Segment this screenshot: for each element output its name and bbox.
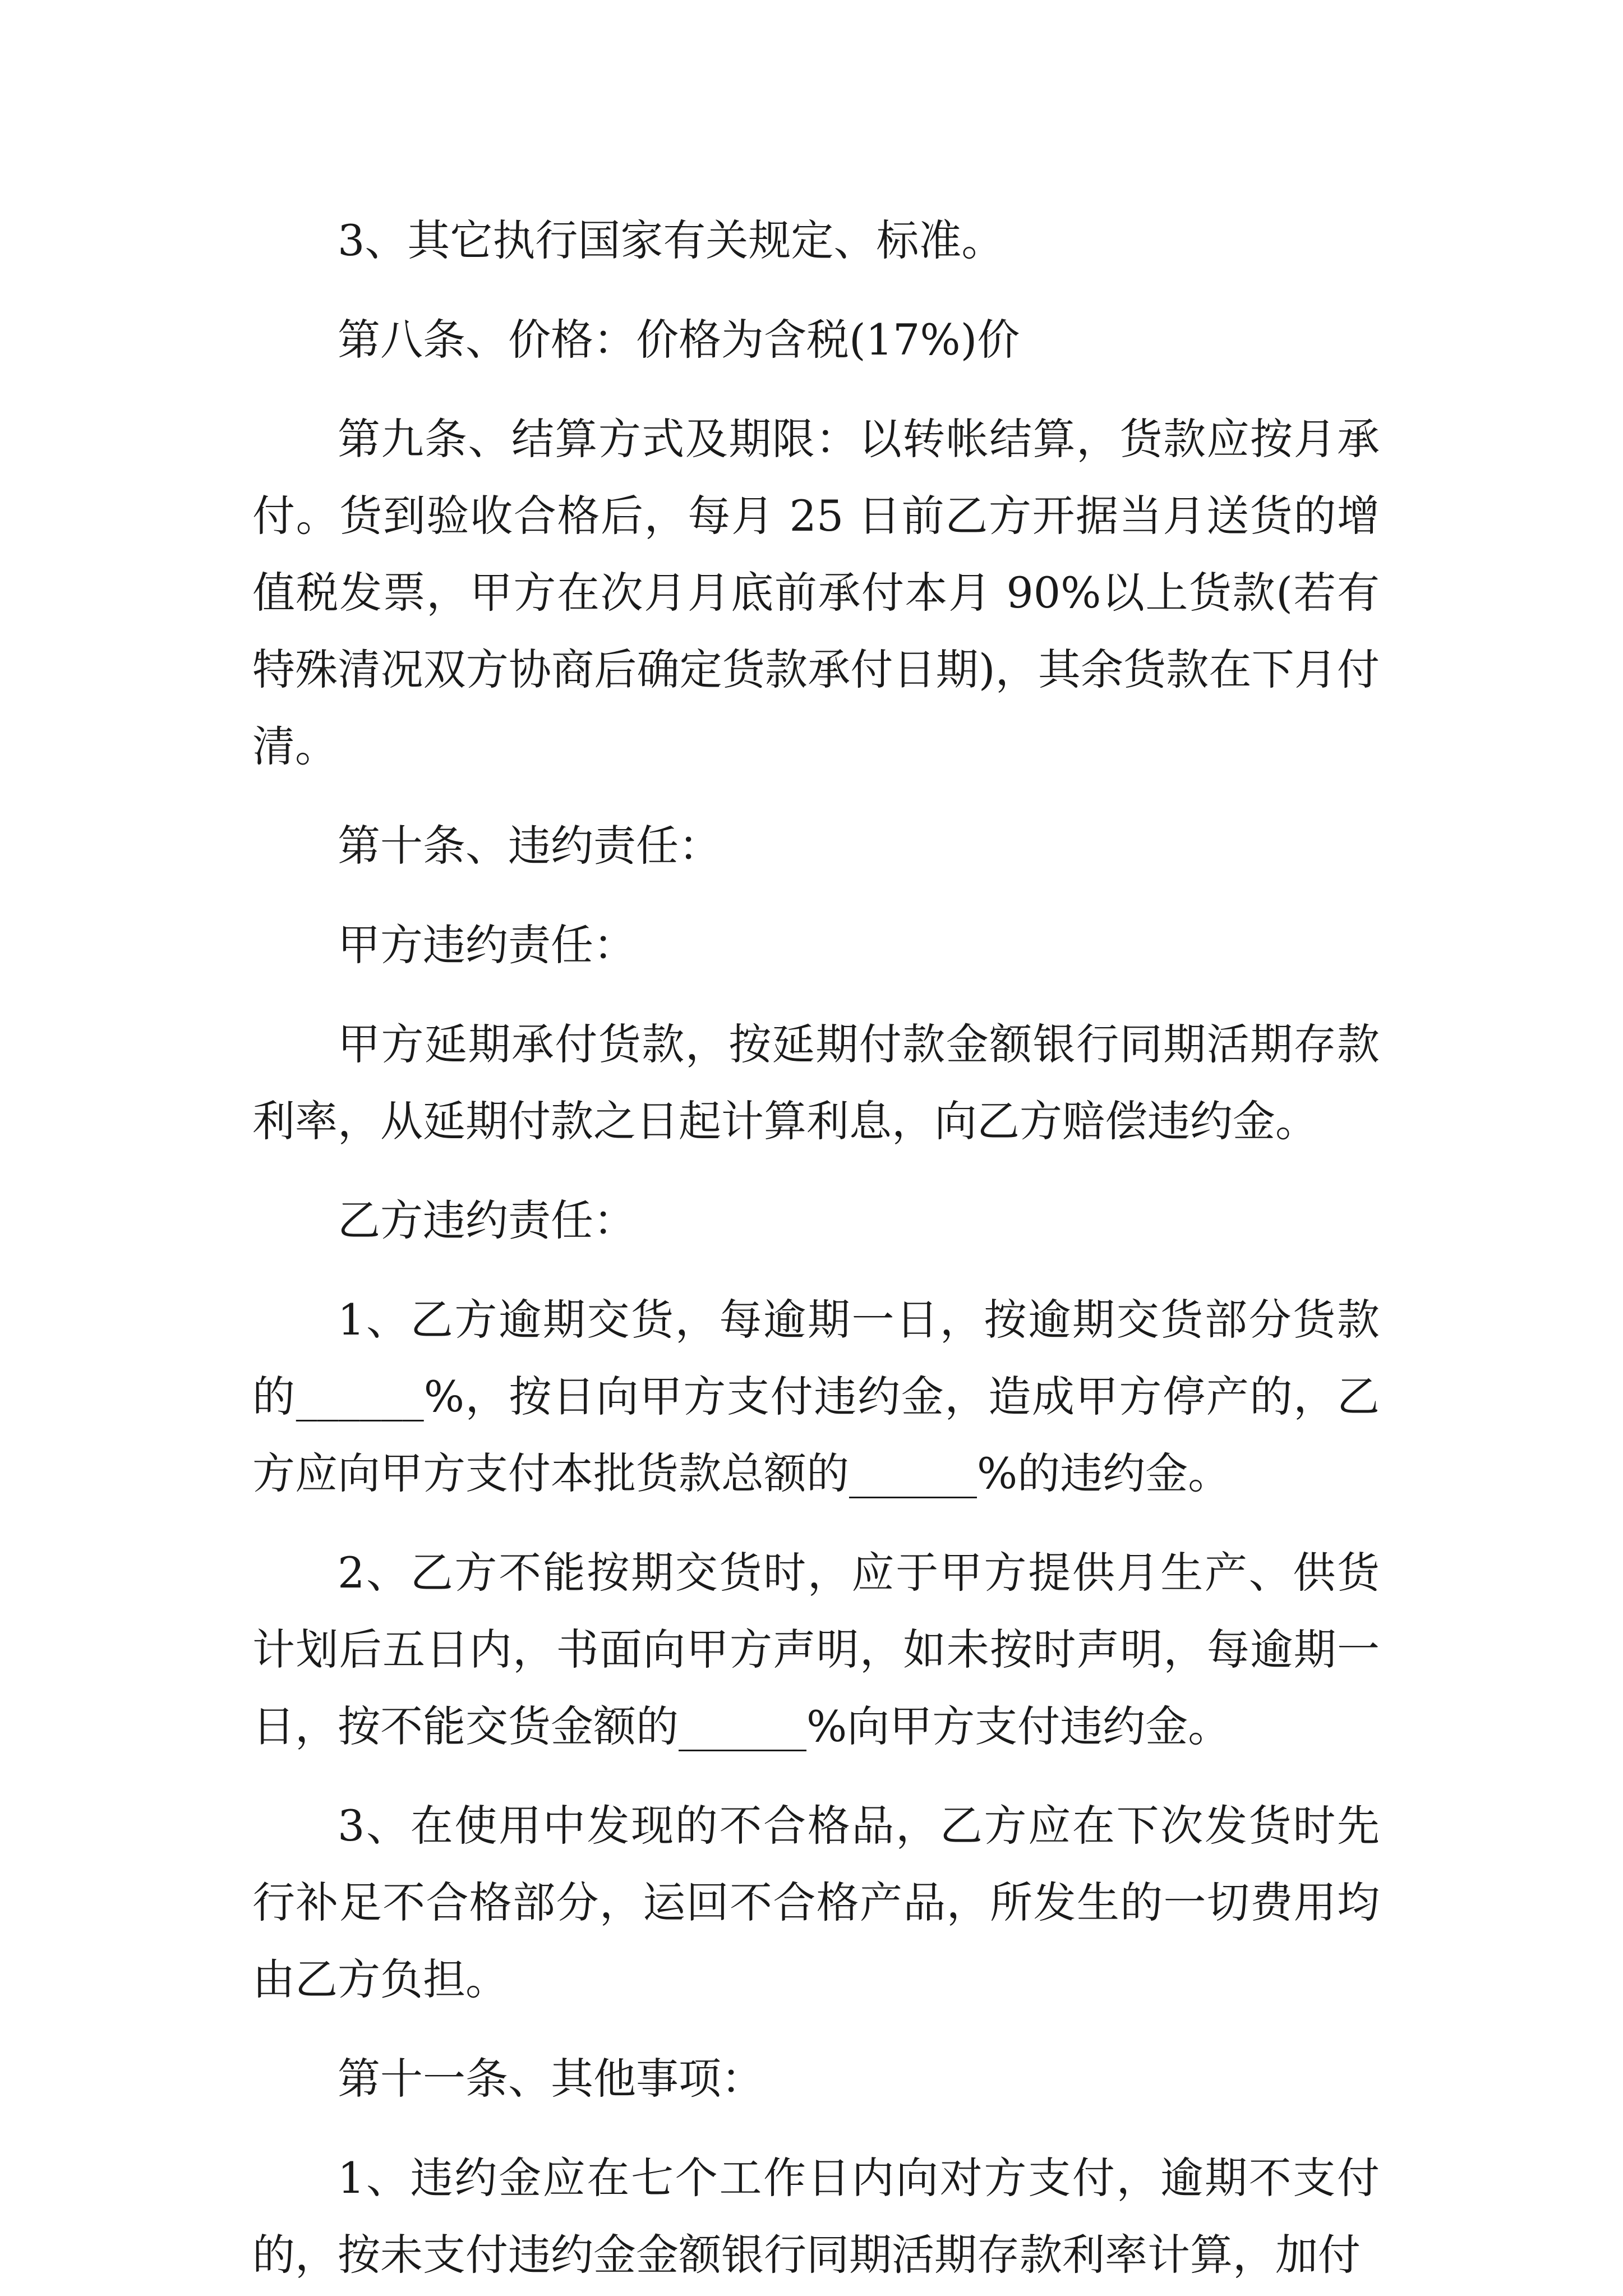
paragraph-party-a-liability: 甲方延期承付货款，按延期付款金额银行同期活期存款利率，从延期付款之日起计算利息，向乙方赔偿违约金。 <box>252 1019 1380 1146</box>
paragraph-party-b-liability-1: 1、乙方逾期交货，每逾期一日，按逾期交货部分货款的______%，按日向甲方支付违约金，造成甲方停产的，乙方应向甲方支付本批货款总额的______%的违约金。 <box>252 1295 1380 1498</box>
paragraph-party-b-liability-3: 3、在使用中发现的不合格品，乙方应在下次发货时先行补足不合格部分，运回不合格产品，所发生的一切费用均由乙方负担。 <box>252 1801 1380 2004</box>
paragraph-party-a-liability-heading: 甲方违约责任： <box>338 920 636 970</box>
document-page <box>252 202 1380 2293</box>
paragraph-party-b-liability-heading: 乙方违约责任： <box>338 1195 636 1245</box>
paragraph-article-11-item-1: 1、违约金应在七个工作日内向对方支付，逾期不支付的，按未支付违约金金额银行同期活期存款利率计算，加付 <box>252 2153 1380 2280</box>
paragraph-article-10-heading: 第十条、违约责任： <box>338 821 721 871</box>
paragraph-standards: 3、其它执行国家有关规定、标准。 <box>338 215 1004 265</box>
paragraph-article-8-price: 第八条、价格：价格为含税(17%)价 <box>338 315 1020 365</box>
paragraph-article-11-heading: 第十一条、其他事项： <box>338 2054 764 2104</box>
paragraph-party-b-liability-2: 2、乙方不能按期交货时，应于甲方提供月生产、供货计划后五日内，书面向甲方声明，如未按时声明，每逾期一日，按不能交货金额的______%向甲方支付违约金。 <box>252 1548 1380 1751</box>
paragraph-article-9-settlement: 第九条、结算方式及期限：以转帐结算，货款应按月承付。货到验收合格后，每月 25 日前乙方开据当月送货的增值税发票，甲方在次月月底前承付本月 90%以上货款(若有特殊清况双方协商后确定货款承付日期)，其余货款在下月付清。 <box>252 414 1380 771</box>
